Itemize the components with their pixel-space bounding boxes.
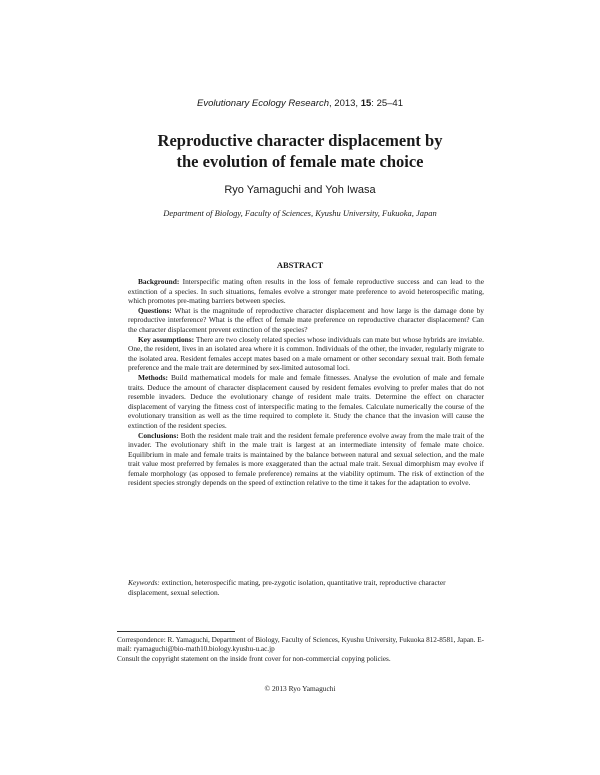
affiliation: Department of Biology, Faculty of Sciences, Kyushu University, Fukuoka, Japan [163, 208, 437, 218]
title-line-1: Reproductive character displacement by [157, 131, 443, 150]
methods-label: Methods: [138, 372, 168, 382]
copyright: © 2013 Ryo Yamaguchi [264, 684, 336, 693]
journal-volume: 15 [360, 98, 372, 109]
authors: Ryo Yamaguchi and Yoh Iwasa [224, 184, 376, 196]
assumptions-label: Key assumptions: [138, 334, 195, 344]
footnote-divider [117, 631, 235, 632]
journal-year: , 2013, [329, 98, 361, 109]
methods-text: Build mathematical models for male and female fitnesses. Analyse the evolution of male and female traits. Deduce the amount of character displacement caused by resident females evolving to prefer males that do not resemble invaders. Deduce the evolutionary change of resident male traits. Determine the effect on character displacement of varying the fitness cost of interspecific mating to the females. Calculate numerically the course of the evolutionary transition as well as the time required to complete it. Study the chance that the invasion will cause the extinction of the resident species. [128, 372, 484, 430]
abstract-background [128, 277, 484, 306]
correspondence: Correspondence: R. Yamaguchi, Department of Biology, Faculty of Sciences, Kyushu University, Fukuoka 812-8581, Japan. E-mail: ryamaguchi@bio-math10.biology.kyushu-u.ac.jp [117, 636, 484, 654]
conclusions-label: Conclusions: [138, 430, 179, 440]
abstract-methods [128, 373, 484, 431]
questions-text: What is the magnitude of reproductive character displacement and how large is the damage done by reproductive interference? What is the effect of female mate preference on reproductive character displacement? Can the character displacement prevent extinction of the species? [128, 305, 484, 334]
footnote [117, 636, 484, 664]
journal-pages: : 25–41 [371, 98, 403, 109]
abstract-heading: ABSTRACT [276, 260, 324, 270]
conclusions-text: Both the resident male trait and the resident female preference evolve away from the male trait of the invader. The evolutionary shift in the male trait is largest at an intermediate intensity of female mate choice. Equilibrium in male and female traits is maintained by the balance between natural and sexual selection, and the male trait value most preferred by females is more exaggerated than the actual male trait. Sexual dimorphism may evolve if female morphology (as opposed to female preference) remains at the viability optimum. The risk of extinction of the resident species strongly depends on the speed of extinction relative to the time it takes for the adaptation to evolve. [128, 430, 484, 488]
abstract-assumptions [128, 335, 484, 373]
background-label: Background: [138, 277, 180, 286]
copyright-note: Consult the copyright statement on the inside front cover for non-commercial copying policies. [117, 654, 391, 663]
keywords-text: extinction, heterospecific mating, pre-zygotic isolation, quantitative trait, reproductive character displacement, sexual selection. [128, 578, 446, 597]
background-text: Interspecific mating often results in the loss of female reproductive success and can lead to the extinction of a species. In such situations, females evolve a stronger mate preference to avoid heterospecific mating, which promotes pre-mating barriers between species. [128, 277, 484, 306]
keywords [128, 578, 484, 597]
questions-label: Questions: [138, 305, 172, 315]
keywords-label: Keywords: [128, 578, 160, 587]
abstract-body [128, 277, 484, 488]
assumptions-text: There are two closely related species whose individuals can mate but whose hybrids are inviable. One, the resident, lives in an isolated area where it is common. Individuals of the other, the invader, regularly migrate to the isolated area. Resident females accept mates based on a male ornament or other secondary sexual trait. Both female preference and the male trait are determined by sex-limited autosomal loci. [128, 334, 484, 373]
abstract-conclusions [128, 431, 484, 489]
paper-title [0, 130, 600, 172]
journal-name: Evolutionary Ecology Research [197, 98, 330, 109]
journal-citation [0, 98, 600, 109]
title-line-2: the evolution of female mate choice [176, 152, 424, 171]
abstract-questions [128, 306, 484, 335]
